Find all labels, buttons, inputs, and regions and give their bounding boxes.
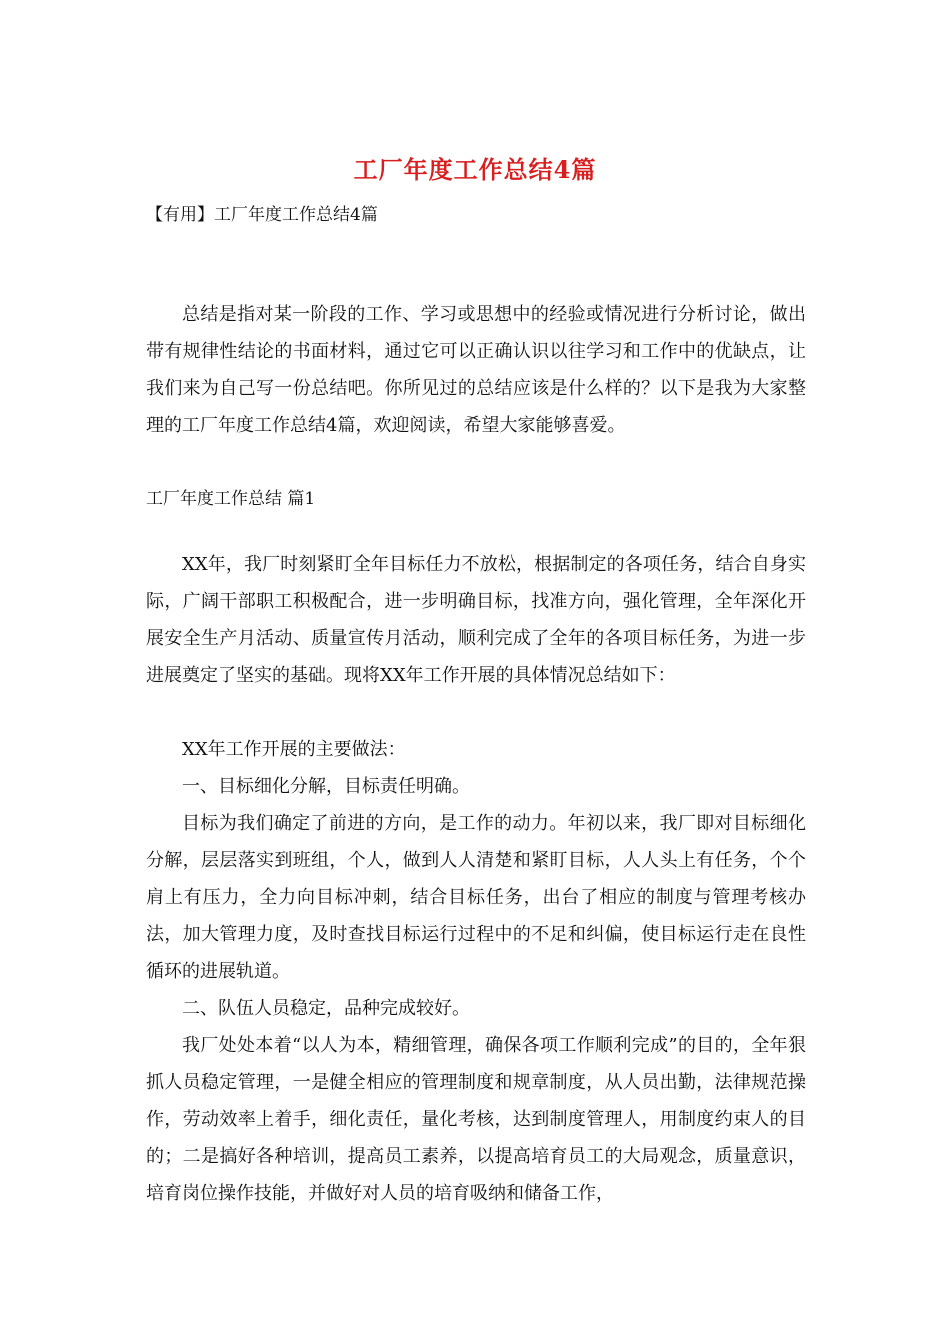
document-title: 工厂年度工作总结4篇 — [353, 155, 597, 184]
body-paragraph-2: XX年工作开展的主要做法： — [182, 739, 406, 760]
body-paragraph-6: 我厂处处本着“以人为本，精细管理，确保各项工作顺利完成”的目的，全年狠抓人员稳定管理，一是健全相应的管理制度和规章制度，从人员出勤，法律规范操作，劳动效率上着手，细化责任，量化考核，达到制度管理人，用制度约束人的目的；二是搞好各种培训，提高员工素养，以提高培育员工的大局观念，质量意识，培育岗位操作技能，并做好对人员的培育吸纳和储备工作， — [146, 1035, 806, 1204]
body-paragraph-4: 目标为我们确定了前进的方向，是工作的动力。年初以来，我厂即对目标细化分解，层层落实到班组，个人，做到人人清楚和紧盯目标，人人头上有任务，个个肩上有压力，全力向目标冲刺，结合目标任务，出台了相应的制度与管理考核办法，加大管理力度，及时查找目标运行过程中的不足和纠偏，使目标运行走在良性循环的进展轨道。 — [146, 813, 806, 982]
intro-paragraph: 总结是指对某一阶段的工作、学习或思想中的经验或情况进行分析讨论，做出带有规律性结论的书面材料，通过它可以正确认识以往学习和工作中的优缺点，让我们来为自己写一份总结吧。你所见过的总结应该是什么样的？以下是我为大家整理的工厂年度工作总结4篇，欢迎阅读，希望大家能够喜爱。 — [146, 304, 806, 436]
document-subtitle: 【有用】工厂年度工作总结4篇 — [146, 205, 378, 225]
section-heading: 工厂年度工作总结 篇1 — [146, 489, 316, 509]
body-paragraph-5: 二、队伍人员稳定，品种完成较好。 — [182, 998, 470, 1019]
body-paragraph-1: XX年，我厂时刻紧盯全年目标任力不放松，根据制定的各项任务，结合自身实际，广阔干部职工积极配合，进一步明确目标，找准方向，强化管理，全年深化开展安全生产月活动、质量宣传月活动，顺利完成了全年的各项目标任务，为进一步进展奠定了坚实的基础。现将XX年工作开展的具体情况总结如下： — [146, 554, 806, 686]
body-paragraph-3: 一、目标细化分解，目标责任明确。 — [182, 776, 470, 797]
